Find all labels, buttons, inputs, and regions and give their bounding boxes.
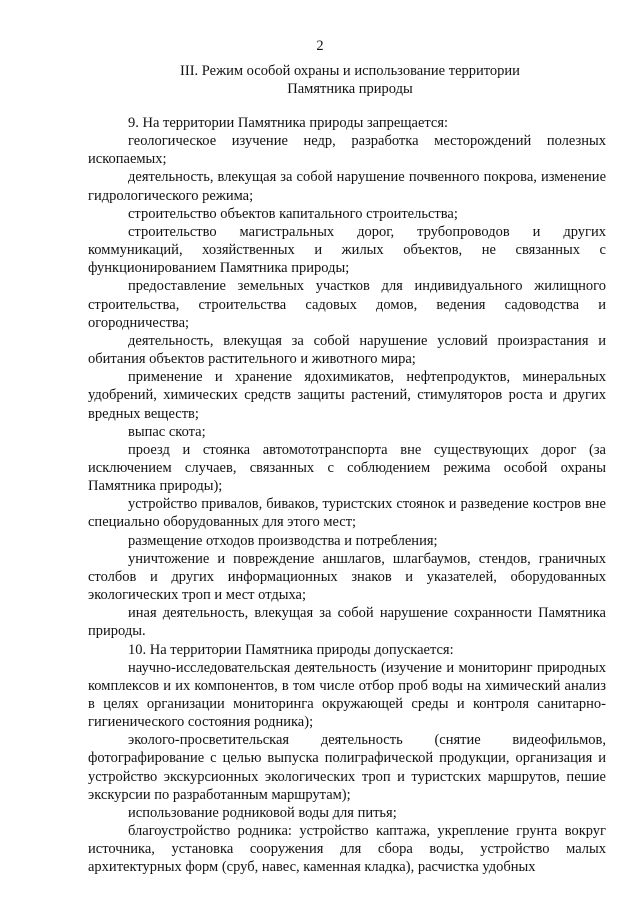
paragraph-item: строительство объектов капитального строительства; <box>128 205 458 222</box>
section-title-line-1: III. Режим особой охраны и использование территории <box>180 63 520 79</box>
paragraph-item: применение и хранение ядохимикатов, нефтепродуктов, минеральных удобрений, химических средств защиты растений, стимуляторов роста и других вредных веществ; <box>88 369 606 422</box>
document-body <box>88 114 606 877</box>
page-number: 2 <box>316 38 324 54</box>
paragraph-item: благоустройство родника: устройство каптажа, укрепление грунта вокруг источника, установка сооружения для сбора воды, устройство малых архитектурных форм (сруб, навес, каменная кладка), расчистка удобных <box>88 823 606 876</box>
paragraph-item: строительство магистральных дорог, трубопроводов и других коммуникаций, хозяйственных и жилых объектов, не связанных с функционированием Памятника природы; <box>88 223 606 277</box>
paragraph-allowed-heading: 10. На территории Памятника природы допускается: <box>128 641 454 658</box>
paragraph-item: уничтожение и повреждение аншлагов, шлагбаумов, стендов, граничных столбов и других информационных знаков и указателей, оборудованных экологических троп и мест отдыха; <box>88 550 606 604</box>
paragraph-item: выпас скота; <box>128 423 206 440</box>
paragraph-item: проезд и стоянка автомототранспорта вне существующих дорог (за исключением случаев, связанных с соблюдением режима особой охраны Памятника природы); <box>88 441 606 495</box>
paragraph-item: устройство привалов, биваков, туристских стоянок и разведение костров вне специально оборудованных для этого мест; <box>88 496 606 531</box>
paragraph-item: деятельность, влекущая за собой нарушение почвенного покрова, изменение гидрологического режима; <box>88 169 606 204</box>
section-title <box>80 62 620 98</box>
paragraph-item: иная деятельность, влекущая за собой нарушение сохранности Памятника природы. <box>88 605 606 640</box>
section-title-line-2: Памятника природы <box>287 81 413 97</box>
paragraph-item: предоставление земельных участков для индивидуального жилищного строительства, строительства садовых домов, ведения садоводства и огородничества; <box>88 278 606 331</box>
paragraph-item: геологическое изучение недр, разработка месторождений полезных ископаемых; <box>88 133 606 168</box>
paragraph-item: размещение отходов производства и потребления; <box>128 532 438 549</box>
paragraph-prohibited-heading: 9. На территории Памятника природы запрещается: <box>128 115 449 131</box>
paragraph-item: использование родниковой воды для питья; <box>128 804 397 821</box>
paragraph-item: научно-исследовательская деятельность (изучение и мониторинг природных комплексов и их компонентов, в том числе отбор проб воды на химический анализ в целях организации мониторинга окружающей среды и контроля санитарно-гигиенического состояния родника); <box>88 659 606 731</box>
paragraph-item: эколого-просветительская деятельность (снятие видеофильмов, фотографирование с целью выпуска полиграфической продукции, организация и устройство экскурсионных экологических троп и туристских маршрутов, пешие экскурсии по разработанным маршрутам); <box>88 732 606 803</box>
paragraph-item: деятельность, влекущая за собой нарушение условий произрастания и обитания объектов растительного и животного мира; <box>88 332 606 368</box>
